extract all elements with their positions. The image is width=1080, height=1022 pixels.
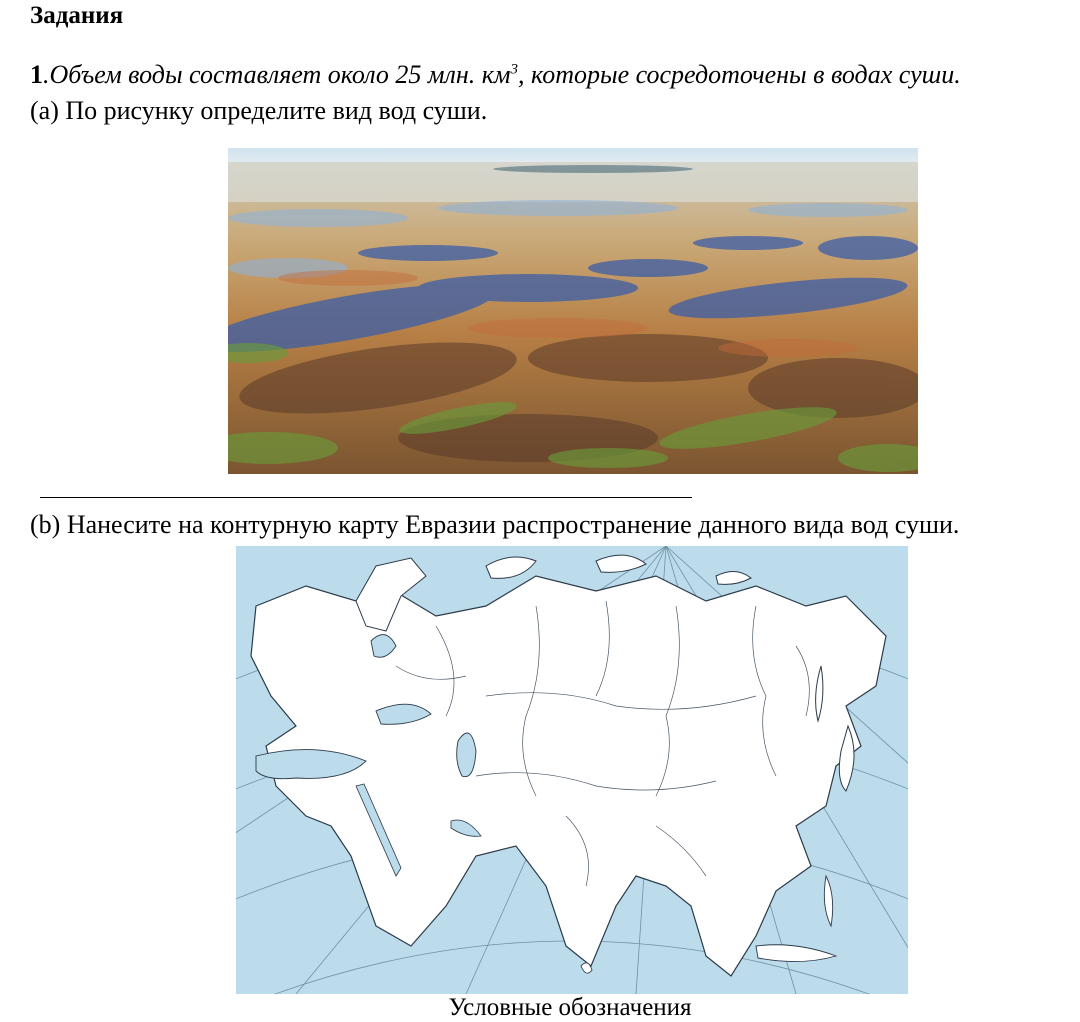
part-b-question: (b) Нанесите на контурную карту Евразии распространение данного вида вод суши. (30, 510, 960, 539)
eurasia-contour-map (236, 546, 908, 994)
task-text: .Объем воды составляет около 25 млн. км (43, 60, 511, 89)
part-a-question: (a) По рисунку определите вид вод суши. (30, 96, 488, 125)
page-heading: Задания (30, 2, 124, 29)
superscript-3: 3 (510, 61, 519, 78)
task-1-statement (30, 60, 961, 90)
task-text-end: , которые сосредоточены в водах суши. (518, 60, 961, 89)
answer-line (40, 497, 692, 498)
legend-title: Условные обозначения (448, 994, 692, 1021)
task-number: 1 (30, 60, 43, 89)
wetland-photo (228, 148, 918, 474)
